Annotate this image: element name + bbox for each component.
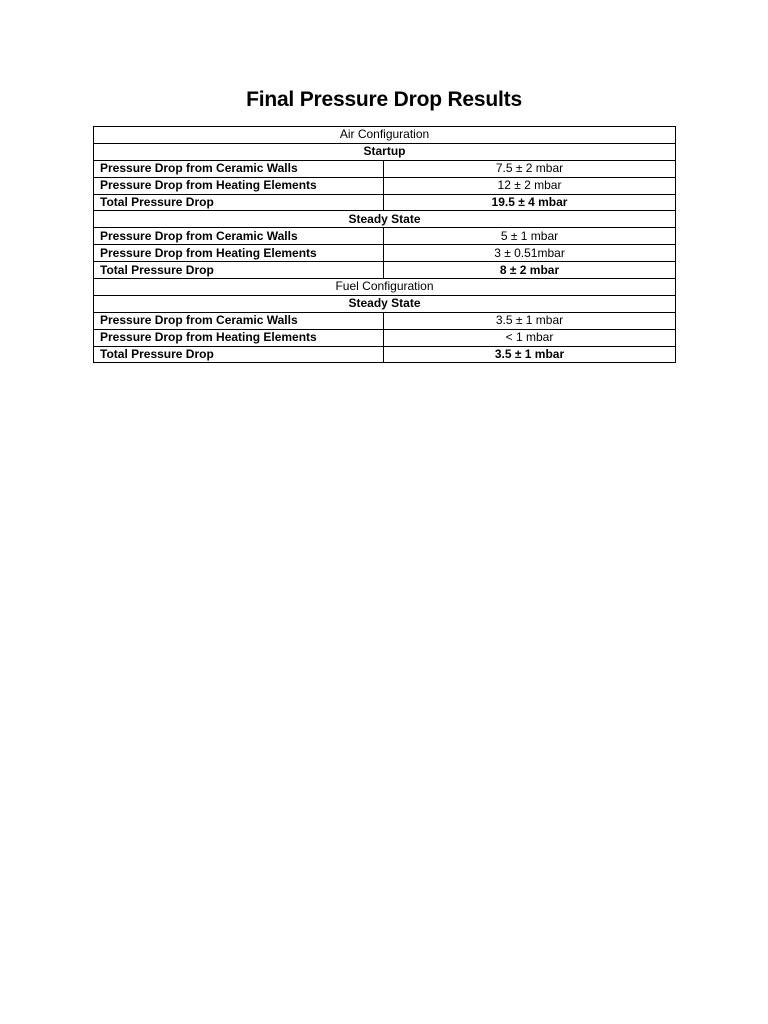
row-value: 19.5 ± 4 mbar [384, 194, 676, 211]
table-row [94, 295, 676, 312]
table-row [94, 160, 676, 177]
total-row [94, 346, 676, 363]
table-row [94, 312, 676, 329]
row-label: Pressure Drop from Ceramic Walls [94, 228, 384, 245]
table-row [94, 177, 676, 194]
table-row [94, 279, 676, 296]
table-row [94, 228, 676, 245]
subsection-heading-startup: Startup [94, 143, 676, 160]
table-row [94, 245, 676, 262]
row-label: Pressure Drop from Heating Elements [94, 245, 384, 262]
page-title: Final Pressure Drop Results [246, 88, 522, 111]
row-label: Pressure Drop from Heating Elements [94, 329, 384, 346]
row-label: Pressure Drop from Ceramic Walls [94, 160, 384, 177]
row-value: < 1 mbar [384, 329, 676, 346]
row-label: Total Pressure Drop [94, 346, 384, 363]
table-row [94, 211, 676, 228]
row-value: 7.5 ± 2 mbar [384, 160, 676, 177]
row-label: Pressure Drop from Heating Elements [94, 177, 384, 194]
table-row [94, 329, 676, 346]
row-value: 3.5 ± 1 mbar [384, 312, 676, 329]
row-label: Pressure Drop from Ceramic Walls [94, 312, 384, 329]
row-value: 3 ± 0.51mbar [384, 245, 676, 262]
row-label: Total Pressure Drop [94, 262, 384, 279]
table-row [94, 143, 676, 160]
total-row [94, 194, 676, 211]
row-value: 8 ± 2 mbar [384, 262, 676, 279]
row-value: 12 ± 2 mbar [384, 177, 676, 194]
row-label: Total Pressure Drop [94, 194, 384, 211]
row-value: 5 ± 1 mbar [384, 228, 676, 245]
subsection-heading-steady-state: Steady State [94, 211, 676, 228]
row-value: 3.5 ± 1 mbar [384, 346, 676, 363]
section-heading-fuel: Fuel Configuration [94, 279, 676, 296]
results-table [93, 126, 676, 363]
table-row [94, 127, 676, 144]
subsection-heading-steady-state: Steady State [94, 295, 676, 312]
total-row [94, 262, 676, 279]
section-heading-air: Air Configuration [94, 127, 676, 144]
